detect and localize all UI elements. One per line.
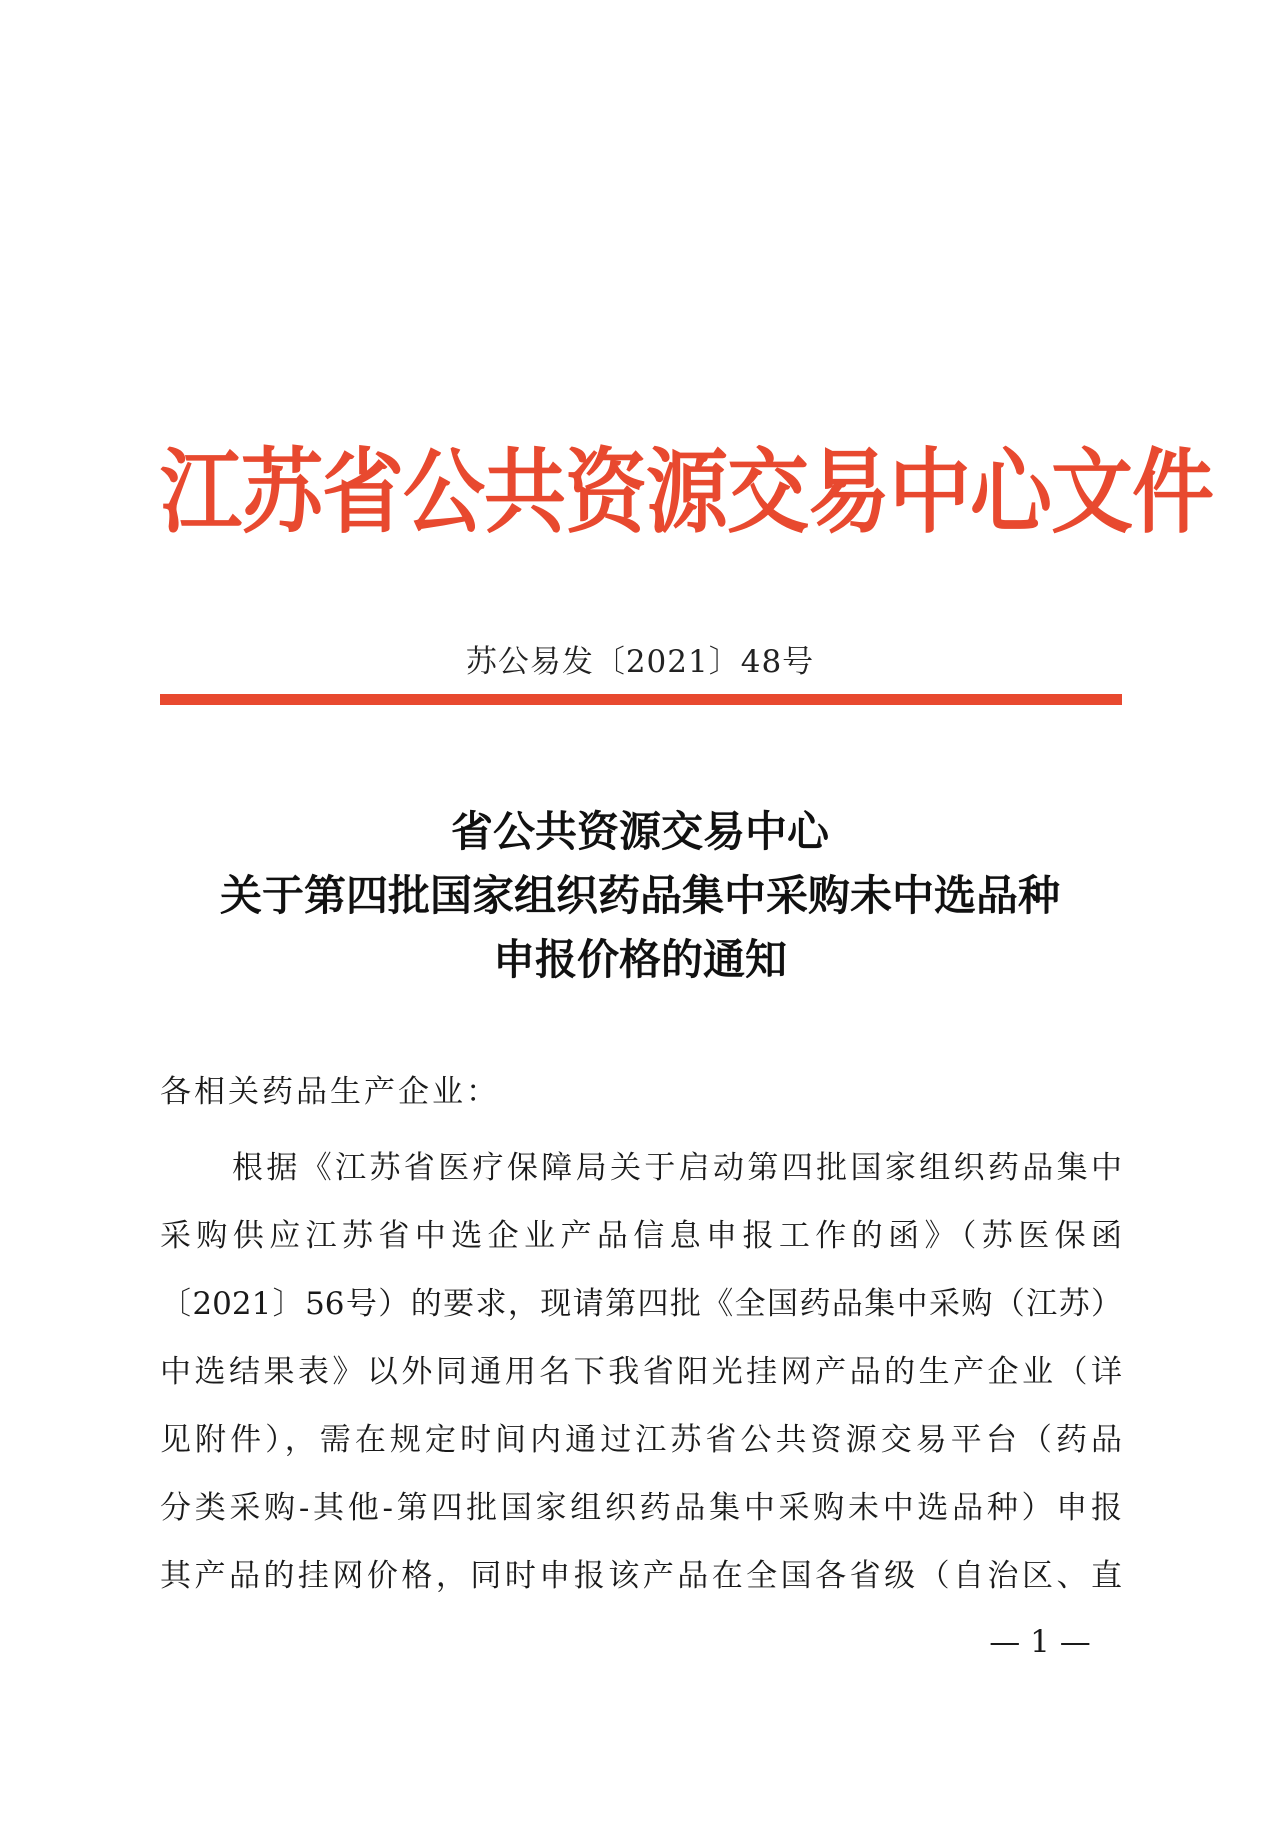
body-line: 采购供应江苏省中选企业产品信息申报工作的函》（苏医保函	[160, 1218, 1122, 1254]
title-line: 省公共资源交易中心	[450, 807, 829, 856]
body-line: 中选结果表》以外同通用名下我省阳光挂网产品的生产企业（详	[160, 1354, 1122, 1390]
notice-title	[140, 800, 1140, 992]
body-line: 根据《江苏省医疗保障局关于启动第四批国家组织药品集中	[232, 1150, 1122, 1186]
masthead-title: 江苏省公共资源交易中心文件	[160, 439, 1214, 547]
title-line: 关于第四批国家组织药品集中采购未中选品种	[219, 871, 1060, 920]
body-line: 〔2021〕56号）的要求，现请第四批《全国药品集中采购（江苏）	[160, 1286, 1122, 1322]
body-line: 其产品的挂网价格，同时申报该产品在全国各省级（自治区、直	[160, 1558, 1122, 1594]
body-line: 分类采购-其他-第四批国家组织药品集中采购未中选品种）申报	[160, 1490, 1122, 1526]
red-divider	[160, 694, 1122, 705]
page-number: — 1 —	[989, 1624, 1091, 1660]
document-number: 苏公易发〔2021〕48号	[465, 644, 815, 680]
body-paragraph	[160, 1134, 1122, 1610]
body-line: 见附件），需在规定时间内通过江苏省公共资源交易平台（药品	[160, 1422, 1122, 1458]
salutation: 各相关药品生产企业：	[160, 1074, 500, 1110]
title-line: 申报价格的通知	[492, 935, 787, 984]
